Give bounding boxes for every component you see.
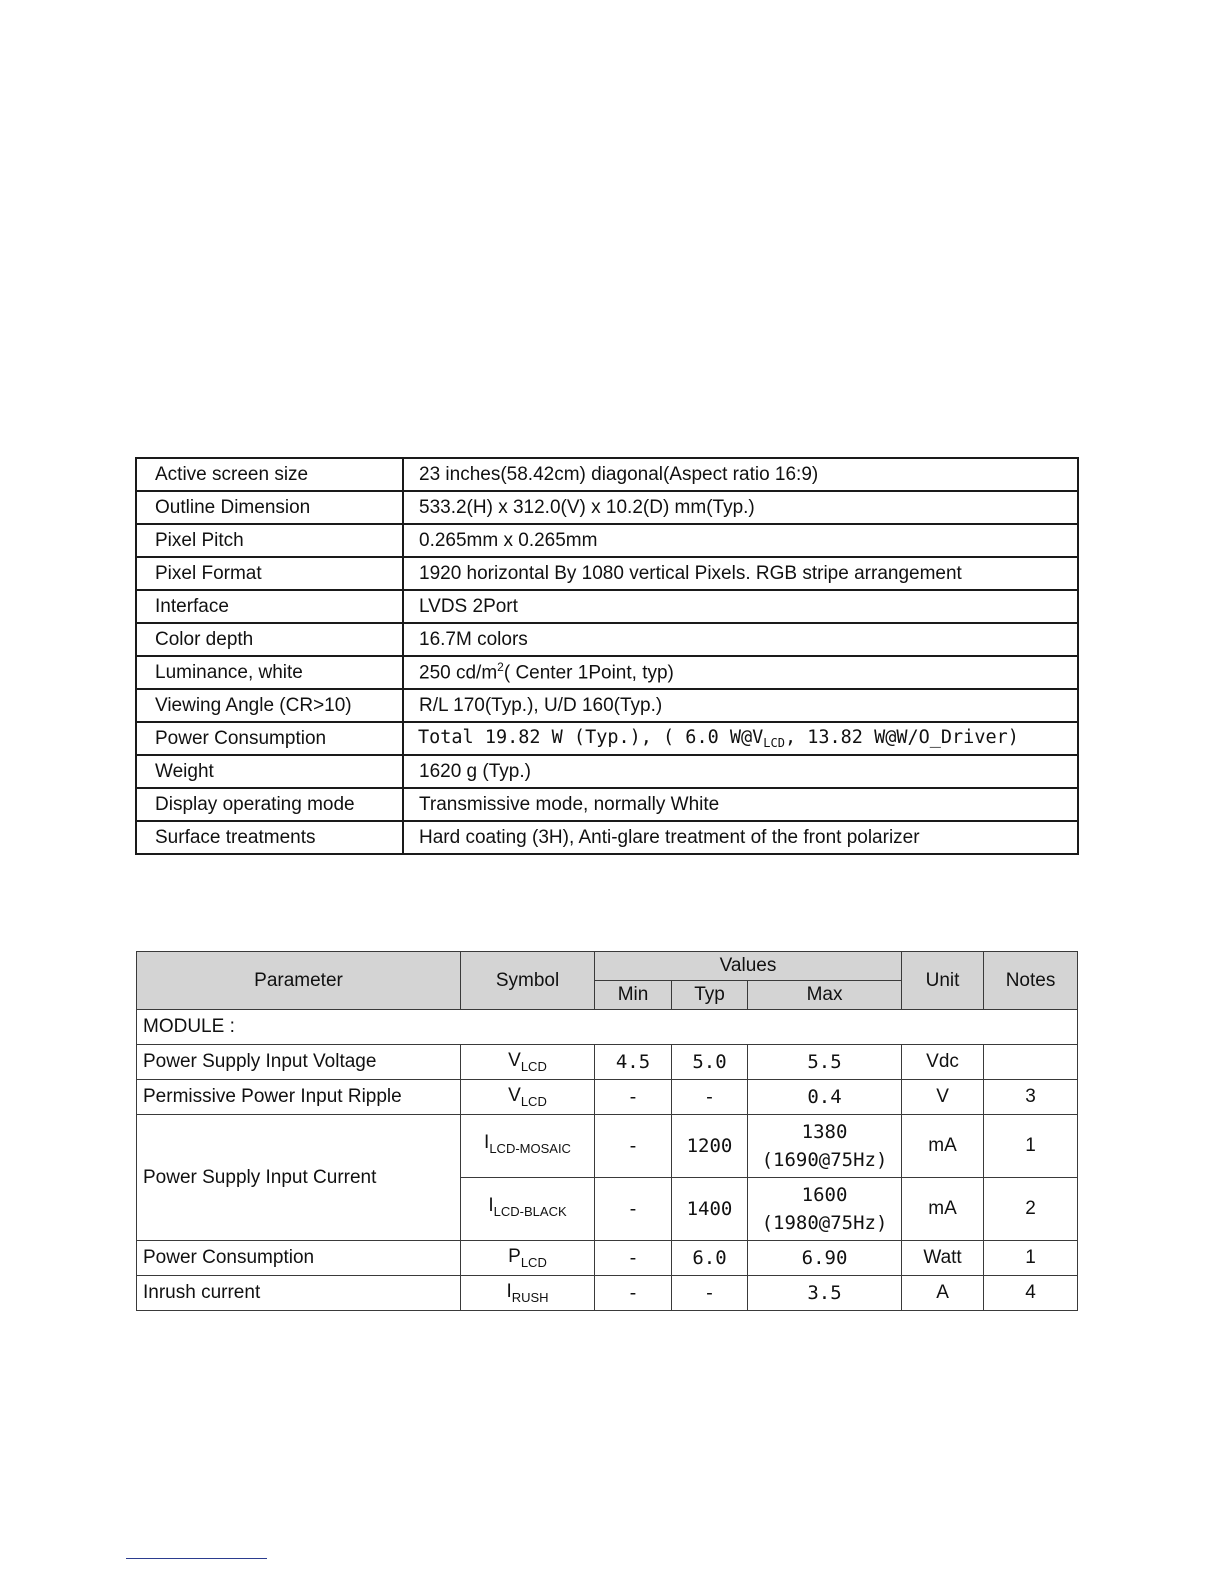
spec-label: Outline Dimension bbox=[136, 491, 403, 524]
symbol-cell bbox=[461, 1241, 595, 1276]
unit-cell: Vdc bbox=[902, 1045, 984, 1080]
spec-row bbox=[136, 656, 1078, 689]
symbol-subscript: LCD bbox=[520, 1094, 547, 1109]
unit-cell: Watt bbox=[902, 1241, 984, 1276]
min-cell: - bbox=[595, 1178, 672, 1241]
general-spec-table bbox=[135, 457, 1079, 855]
spec-row bbox=[136, 590, 1078, 623]
section-label: MODULE : bbox=[137, 1010, 1078, 1045]
symbol-cell bbox=[461, 1080, 595, 1115]
max-value-75hz: (1980@75Hz) bbox=[761, 1212, 888, 1234]
parameter-cell: Power Supply Input Current bbox=[137, 1115, 461, 1241]
unit-cell: mA bbox=[902, 1178, 984, 1241]
max-cell bbox=[748, 1115, 902, 1178]
spec-row bbox=[136, 557, 1078, 590]
unit-cell: A bbox=[902, 1276, 984, 1311]
typ-cell: - bbox=[672, 1276, 748, 1311]
spec-row bbox=[136, 722, 1078, 755]
spec-label: Power Consumption bbox=[136, 722, 403, 755]
typ-cell: 1400 bbox=[672, 1178, 748, 1241]
footnote-separator bbox=[126, 1558, 267, 1559]
table-row bbox=[137, 1115, 1078, 1178]
spec-label: Color depth bbox=[136, 623, 403, 656]
spec-row bbox=[136, 788, 1078, 821]
max-cell: 3.5 bbox=[748, 1276, 902, 1311]
symbol-subscript: LCD-BLACK bbox=[493, 1204, 567, 1219]
spec-label: Weight bbox=[136, 755, 403, 788]
spec-row bbox=[136, 689, 1078, 722]
symbol-cell bbox=[461, 1276, 595, 1311]
unit-cell: mA bbox=[902, 1115, 984, 1178]
spec-value: 16.7M colors bbox=[403, 623, 1078, 656]
spec-label: Active screen size bbox=[136, 458, 403, 491]
header-max: Max bbox=[748, 981, 902, 1010]
header-row bbox=[137, 952, 1078, 981]
notes-cell: 1 bbox=[984, 1241, 1078, 1276]
symbol-subscript: LCD bbox=[520, 1059, 547, 1074]
parameter-cell: Power Consumption bbox=[137, 1241, 461, 1276]
symbol-base: P bbox=[508, 1246, 521, 1267]
notes-cell: 3 bbox=[984, 1080, 1078, 1115]
typ-cell: - bbox=[672, 1080, 748, 1115]
spec-value: 533.2(H) x 312.0(V) x 10.2(D) mm(Typ.) bbox=[403, 491, 1078, 524]
symbol-base: V bbox=[508, 1085, 521, 1106]
parameter-cell: Power Supply Input Voltage bbox=[137, 1045, 461, 1080]
table-row bbox=[137, 1276, 1078, 1311]
spec-value: R/L 170(Typ.), U/D 160(Typ.) bbox=[403, 689, 1078, 722]
spec-value: 1920 horizontal By 1080 vertical Pixels. RGB stripe arrangement bbox=[403, 557, 1078, 590]
min-cell: - bbox=[595, 1241, 672, 1276]
spec-label: Pixel Format bbox=[136, 557, 403, 590]
spec-value bbox=[403, 656, 1078, 689]
spec-value: LVDS 2Port bbox=[403, 590, 1078, 623]
spec-label: Display operating mode bbox=[136, 788, 403, 821]
unit-cell: V bbox=[902, 1080, 984, 1115]
notes-cell bbox=[984, 1045, 1078, 1080]
header-notes: Notes bbox=[984, 952, 1078, 1010]
symbol-subscript: RUSH bbox=[511, 1290, 549, 1305]
power-subscript: LCD bbox=[763, 736, 785, 750]
symbol-cell bbox=[461, 1045, 595, 1080]
spec-label: Viewing Angle (CR>10) bbox=[136, 689, 403, 722]
min-cell: - bbox=[595, 1080, 672, 1115]
spec-label: Luminance, white bbox=[136, 656, 403, 689]
electrical-characteristics-table bbox=[136, 951, 1078, 1311]
symbol-subscript: LCD bbox=[520, 1255, 547, 1270]
spec-value: 23 inches(58.42cm) diagonal(Aspect ratio 16:9) bbox=[403, 458, 1078, 491]
spec-value: Hard coating (3H), Anti-glare treatment of the front polarizer bbox=[403, 821, 1078, 854]
spec-row bbox=[136, 755, 1078, 788]
spec-value: 0.265mm x 0.265mm bbox=[403, 524, 1078, 557]
header-symbol: Symbol bbox=[461, 952, 595, 1010]
header-parameter: Parameter bbox=[137, 952, 461, 1010]
max-value: 1380 bbox=[801, 1121, 848, 1143]
min-cell: 4.5 bbox=[595, 1045, 672, 1080]
table-row bbox=[137, 1045, 1078, 1080]
luminance-value: 250 cd/m bbox=[419, 662, 498, 684]
notes-cell: 1 bbox=[984, 1115, 1078, 1178]
typ-cell: 5.0 bbox=[672, 1045, 748, 1080]
min-cell: - bbox=[595, 1276, 672, 1311]
parameter-cell: Permissive Power Input Ripple bbox=[137, 1080, 461, 1115]
symbol-base: I bbox=[484, 1132, 490, 1153]
spec-value bbox=[403, 722, 1078, 755]
symbol-cell bbox=[461, 1178, 595, 1241]
spec-row bbox=[136, 623, 1078, 656]
section-row bbox=[137, 1010, 1078, 1045]
symbol-cell bbox=[461, 1115, 595, 1178]
spec-row bbox=[136, 524, 1078, 557]
max-cell: 5.5 bbox=[748, 1045, 902, 1080]
power-detail: , 13.82 W@W/O_Driver) bbox=[784, 727, 1019, 748]
spec-row bbox=[136, 458, 1078, 491]
max-cell: 0.4 bbox=[748, 1080, 902, 1115]
spec-row bbox=[136, 821, 1078, 854]
typ-cell: 6.0 bbox=[672, 1241, 748, 1276]
symbol-base: V bbox=[508, 1050, 521, 1071]
typ-cell: 1200 bbox=[672, 1115, 748, 1178]
table-row bbox=[137, 1080, 1078, 1115]
max-value: 1600 bbox=[801, 1184, 848, 1206]
table-row bbox=[137, 1241, 1078, 1276]
symbol-base: I bbox=[488, 1195, 494, 1216]
spec-label: Surface treatments bbox=[136, 821, 403, 854]
header-typ: Typ bbox=[672, 981, 748, 1010]
spec-value: 1620 g (Typ.) bbox=[403, 755, 1078, 788]
spec-row bbox=[136, 491, 1078, 524]
notes-cell: 4 bbox=[984, 1276, 1078, 1311]
header-min: Min bbox=[595, 981, 672, 1010]
min-cell: - bbox=[595, 1115, 672, 1178]
notes-cell: 2 bbox=[984, 1178, 1078, 1241]
power-total: Total 19.82 W (Typ.), ( 6.0 W@V bbox=[418, 727, 764, 748]
spec-value: Transmissive mode, normally White bbox=[403, 788, 1078, 821]
header-unit: Unit bbox=[902, 952, 984, 1010]
symbol-base: I bbox=[506, 1281, 512, 1302]
header-values: Values bbox=[595, 952, 902, 981]
spec-label: Interface bbox=[136, 590, 403, 623]
max-cell bbox=[748, 1178, 902, 1241]
max-value-75hz: (1690@75Hz) bbox=[761, 1149, 888, 1171]
parameter-cell: Inrush current bbox=[137, 1276, 461, 1311]
max-cell: 6.90 bbox=[748, 1241, 902, 1276]
luminance-unit-superscript: 2 bbox=[497, 660, 504, 675]
symbol-subscript: LCD-MOSAIC bbox=[489, 1141, 571, 1156]
luminance-condition: ( Center 1Point, typ) bbox=[503, 662, 674, 684]
spec-label: Pixel Pitch bbox=[136, 524, 403, 557]
